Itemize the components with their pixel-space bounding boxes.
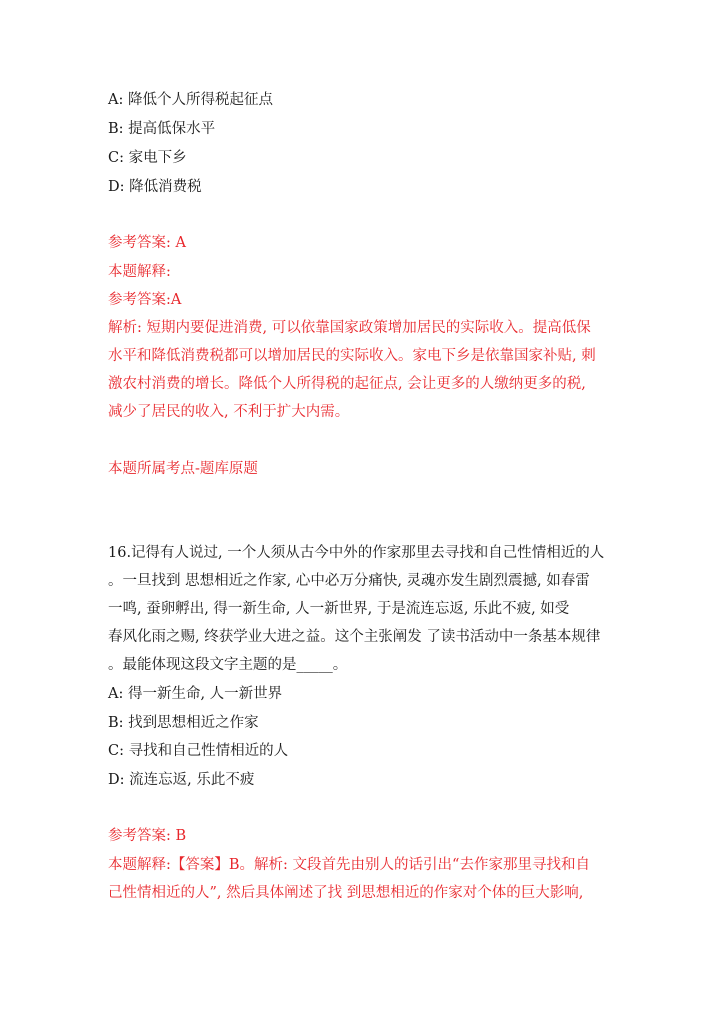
option-b: B: 提高低保水平 xyxy=(108,121,216,137)
option-c: C: 家电下乡 xyxy=(108,150,187,166)
answer-line: 参考答案: A xyxy=(108,235,186,251)
question-stem-line: 春风化雨之赐, 终获学业大进之益。这个主张阐发 了读书活动中一条基本规律 xyxy=(108,629,601,645)
option-d: D: 降低消费税 xyxy=(108,179,202,195)
option-a: A: 得一新生命, 人一新世界 xyxy=(108,686,283,702)
answer-line-2: 参考答案:A xyxy=(108,292,182,308)
question-stem-line: 16.记得有人说过, 一个人须从古今中外的作家那里去寻找和自己性情相近的人 xyxy=(108,545,605,561)
question-stem-line: 。一旦找到 思想相近之作家, 心中必万分痛快, 灵魂亦发生剧烈震撼, 如春雷 xyxy=(108,573,590,589)
analysis-line: 解析: 短期内要促进消费, 可以依靠国家政策增加居民的实际收入。提高低保 xyxy=(108,320,591,336)
question-stem-line: 一鸣, 蚕卵孵出, 得一新生命, 人一新世界, 于是流连忘返, 乐此不疲, 如受 xyxy=(108,601,570,617)
analysis-line: 水平和降低消费税都可以增加居民的实际收入。家电下乡是依靠国家补贴, 刺 xyxy=(108,348,596,364)
option-c: C: 寻找和自己性情相近的人 xyxy=(108,743,289,759)
question-stem-line: 。最能体现这段文字主题的是_____。 xyxy=(108,657,348,673)
explain-line: 己性情相近的人”, 然后具体阐述了找 到思想相近的作家对个体的巨大影响, xyxy=(108,885,584,901)
option-b: B: 找到思想相近之作家 xyxy=(108,715,259,731)
analysis-line: 减少了居民的收入, 不利于扩大内需。 xyxy=(108,404,350,420)
analysis-line: 激农村消费的增长。降低个人所得税的起征点, 会让更多的人缴纳更多的税, xyxy=(108,376,586,392)
answer-line: 参考答案: B xyxy=(108,828,187,844)
explain-line: 本题解释:【答案】B。解析: 文段首先由别人的话引出“去作家那里寻找和自 xyxy=(108,857,590,873)
option-a: A: 降低个人所得税起征点 xyxy=(108,92,273,108)
explain-label: 本题解释: xyxy=(108,264,171,280)
topic-line: 本题所属考点-题库原题 xyxy=(108,461,258,477)
option-d: D: 流连忘返, 乐此不疲 xyxy=(108,772,255,788)
